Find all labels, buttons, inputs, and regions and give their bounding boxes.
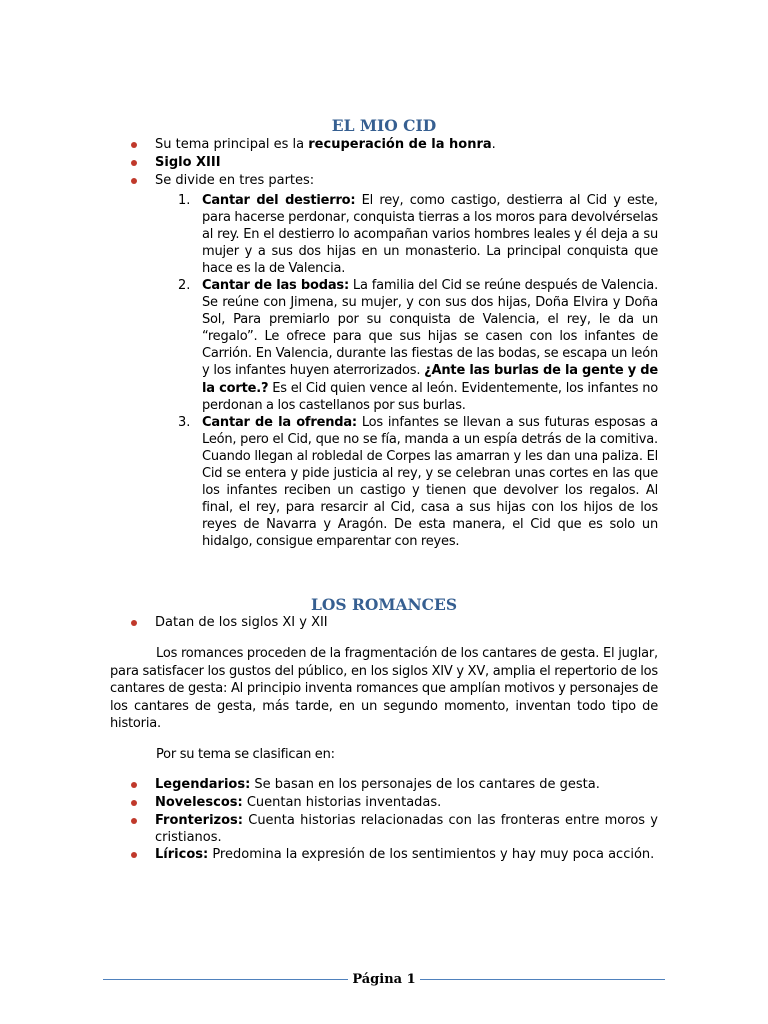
part-paragraph: Cantar de la ofrenda: Los infantes se llevan a sus futuras esposas a León, pero el Cid, que no se fía, manda a un espía detrás de la comitiva. Cuando llegan al robledal de Corpes las amarran y les dan una paliza. El Cid se entera y pide justicia al rey, y se celebran unas cortes en las que los infantes reciben un castigo y tienen que devolver los regalos. Al final, el rey, para resarcir al Cid, casa a sus hijas con los hijos de los reyes de Navarra y Aragón. De esta manera, el Cid que es solo un hidalgo, consigue emparentar con reyes. [202, 414, 658, 549]
bullet-icon [131, 620, 137, 626]
list-item: Líricos: Predomina la expresión de los sentimientos y hay muy poca acción. [131, 846, 658, 864]
romances-date-list [131, 614, 651, 632]
part-number: 3. [178, 414, 191, 430]
list-item: Fronterizos: Cuenta historias relacionadas con las fronteras entre moros y cristianos. [131, 812, 658, 846]
list-item: Su tema principal es la recuperación de la honra. [131, 136, 651, 154]
section-title-romances: LOS ROMANCES [310, 595, 458, 614]
list-item: Se divide en tres partes: [131, 172, 651, 190]
part-item [178, 414, 658, 550]
section-title-cid: EL MIO CID [331, 116, 437, 135]
part-number: 1. [178, 193, 191, 208]
bullet-icon [131, 160, 137, 166]
list-item: Legendarios: Se basan en los personajes de los cantares de gesta. [131, 776, 658, 794]
list-item: Siglo XIII [131, 154, 651, 172]
bullet-icon [131, 818, 137, 824]
romances-paragraph: Los romances proceden de la fragmentación de los cantares de gesta. El juglar, para satisfacer los gustos del público, en los siglos XIV y XV, amplia el repertorio de los cantares de gesta: Al principio inventa romances que amplían motivos y personajes de los cantares de gesta, más tarde, en un segundo momento, inventan todo tipo de historia. [110, 646, 658, 732]
part-item [178, 277, 658, 413]
romance-types-list [131, 776, 658, 864]
cid-parts-list [178, 192, 658, 550]
bullet-icon [131, 142, 137, 148]
bullet-icon [131, 782, 137, 788]
list-item: Novelescos: Cuentan historias inventadas. [131, 794, 658, 812]
bullet-icon [131, 178, 137, 184]
part-paragraph: Cantar del destierro: El rey, como castigo, destierra al Cid y este, para hacerse perdonar, conquista tierras a los moros para devolvérselas al rey. En el destierro lo acompañan varios hombres leales y él deja a su mujer y a sus dos hijas en un monasterio. La principal conquista que hace es la de Valencia. [202, 193, 658, 277]
page-number: Página 1 [352, 972, 416, 987]
classify-intro: Por su tema se clasifican en: [156, 747, 335, 762]
part-number: 2. [178, 278, 191, 294]
list-item: Datan de los siglos XI y XII [131, 614, 651, 632]
cid-bullet-list [131, 136, 651, 190]
part-paragraph: Cantar de las bodas: La familia del Cid se reúne después de Valencia. Se reúne con Jimena, su mujer, y con sus dos hijas, Doña Elvira y Doña Sol, Para premiarlo por su conquista de Valencia, el rey, le da un “regalo”. Le ofrece para que sus hijas se casen con los infantes de Carrión. En Valencia, durante las fiestas de las bodas, se escapa un león y los infantes huyen aterrorizados. ¿Ante las burlas de la gente y de la corte.? Es el Cid quien vence al león. Evidentemente, los infantes no perdonan a los castellanos por sus burlas. [202, 278, 659, 413]
footer-rule-left [103, 979, 348, 980]
part-item [178, 192, 658, 277]
bullet-icon [131, 852, 137, 858]
bullet-icon [131, 800, 137, 806]
footer-rule-right [420, 979, 665, 980]
